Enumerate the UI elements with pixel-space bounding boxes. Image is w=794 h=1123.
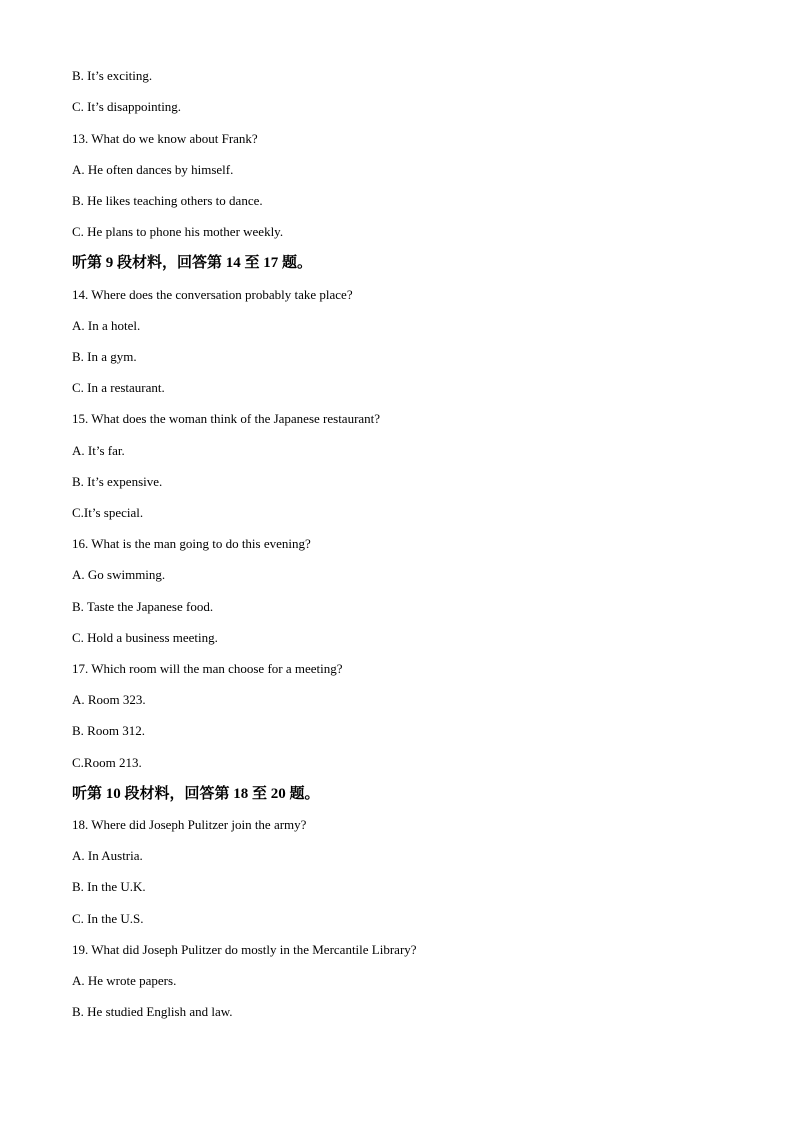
option-line: A. In a hotel. xyxy=(72,318,141,333)
option-line: B. In a gym. xyxy=(72,349,137,364)
question-line: 15. What does the woman think of the Japanese restaurant? xyxy=(72,411,381,426)
option-line: C. He plans to phone his mother weekly. xyxy=(72,224,284,239)
option-line: B. He studied English and law. xyxy=(72,1004,233,1019)
option-line: C.It’s special. xyxy=(72,505,144,520)
option-line: A. Go swimming. xyxy=(72,567,166,582)
option-line: B. In the U.K. xyxy=(72,879,146,894)
option-line: A. He wrote papers. xyxy=(72,973,177,988)
option-line: C. In a restaurant. xyxy=(72,380,165,395)
section-heading: 听第 9 段材料，回答第 14 至 17 题。 xyxy=(72,255,313,271)
option-line: A. In Austria. xyxy=(72,848,143,863)
option-line: B. It’s expensive. xyxy=(72,474,163,489)
option-line: C.Room 213. xyxy=(72,755,142,770)
option-line: A. It’s far. xyxy=(72,443,125,458)
question-line: 18. Where did Joseph Pulitzer join the army? xyxy=(72,817,307,832)
option-line: A. He often dances by himself. xyxy=(72,162,234,177)
section-heading: 听第 10 段材料，回答第 18 至 20 题。 xyxy=(72,786,320,802)
option-line: A. Room 323. xyxy=(72,692,146,707)
question-line: 14. Where does the conversation probably take place? xyxy=(72,287,353,302)
option-line: C. It’s disappointing. xyxy=(72,99,182,114)
option-line: B. He likes teaching others to dance. xyxy=(72,193,263,208)
question-line: 17. Which room will the man choose for a meeting? xyxy=(72,661,343,676)
option-line: C. Hold a business meeting. xyxy=(72,630,218,645)
option-line: B. It’s exciting. xyxy=(72,68,153,83)
option-line: B. Taste the Japanese food. xyxy=(72,599,214,614)
option-line: B. Room 312. xyxy=(72,723,145,738)
question-line: 13. What do we know about Frank? xyxy=(72,131,258,146)
question-line: 19. What did Joseph Pulitzer do mostly in the Mercantile Library? xyxy=(72,942,417,957)
option-line: C. In the U.S. xyxy=(72,911,144,926)
question-line: 16. What is the man going to do this evening? xyxy=(72,536,311,551)
